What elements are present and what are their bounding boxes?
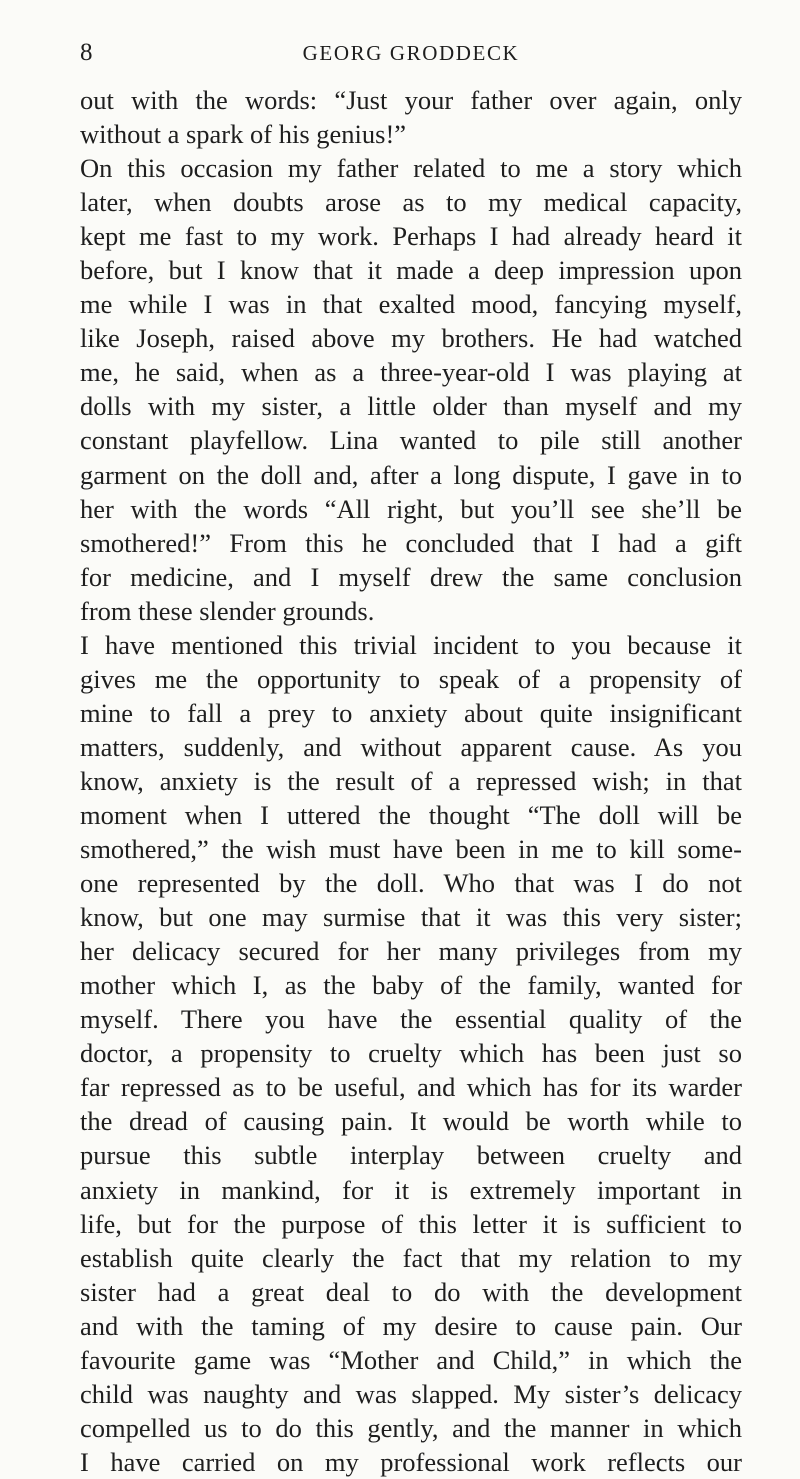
text-line: mother which I, as the baby of the family, wanted for bbox=[80, 970, 742, 1001]
text-line: from these slender grounds. bbox=[80, 595, 375, 626]
text-line: myself. There you have the essential quality of the bbox=[80, 1004, 742, 1035]
running-title: GEORG GRODDECK bbox=[302, 41, 520, 65]
text-line: establish quite clearly the fact that my relation to my bbox=[80, 1242, 742, 1273]
text-line: her delicacy secured for her many privileges from my bbox=[80, 936, 742, 967]
text-line: sister had a great deal to do with the development bbox=[80, 1276, 742, 1307]
text-line: moment when I uttered the thought “The doll will be bbox=[80, 799, 742, 830]
running-head bbox=[80, 40, 742, 66]
text-line: matters, suddenly, and without apparent cause. As you bbox=[80, 731, 742, 762]
text-line: smothered!” From this he concluded that I had a gift bbox=[80, 527, 742, 558]
text-line: On this occasion my father related to me a story which bbox=[80, 153, 742, 184]
text-line: mine to fall a prey to anxiety about quite insignificant bbox=[80, 697, 742, 728]
text-line: smothered,” the wish must have been in me to kill some- bbox=[80, 834, 742, 865]
text-line: know, but one may surmise that it was this very sister; bbox=[80, 902, 742, 933]
text-line: far repressed as to be useful, and which has for its warder bbox=[80, 1072, 742, 1103]
text-line: one represented by the doll. Who that was I do not bbox=[80, 868, 742, 899]
text-line: know, anxiety is the result of a repressed wish; in that bbox=[80, 765, 742, 796]
text-line: me while I was in that exalted mood, fancying myself, bbox=[80, 289, 742, 320]
text-line: out with the words: “Just your father over again, only bbox=[80, 85, 742, 115]
text-line: dolls with my sister, a little older than myself and my bbox=[80, 391, 742, 422]
text-line: pursue this subtle interplay between cruelty and bbox=[80, 1140, 742, 1171]
text-line: compelled us to do this gently, and the manner in which bbox=[80, 1412, 742, 1443]
text-line: favourite game was “Mother and Child,” in which the bbox=[80, 1344, 742, 1375]
text-line: before, but I know that it made a deep impression upon bbox=[80, 255, 742, 286]
text-line: me, he said, when as a three-year-old I was playing at bbox=[80, 357, 742, 388]
text-line: I have carried on my professional work reflects our bbox=[80, 1446, 742, 1477]
text-line: gives me the opportunity to speak of a propensity of bbox=[80, 663, 742, 694]
text-line: her with the words “All right, but you’ll see she’ll be bbox=[80, 493, 742, 524]
text-line: child was naughty and was slapped. My sister’s delicacy bbox=[80, 1378, 742, 1409]
text-line: and with the taming of my desire to cause pain. Our bbox=[80, 1310, 742, 1341]
page-number: 8 bbox=[80, 39, 93, 66]
text-line: later, when doubts arose as to my medical capacity, bbox=[80, 187, 742, 218]
text-line: like Joseph, raised above my brothers. He had watched bbox=[80, 323, 742, 354]
text-line: anxiety in mankind, for it is extremely important in bbox=[80, 1174, 742, 1205]
text-line: life, but for the purpose of this letter it is sufficient to bbox=[80, 1208, 742, 1239]
text-line: without a spark of his genius!” bbox=[80, 119, 407, 150]
text-line: constant playfellow. Lina wanted to pile still another bbox=[80, 425, 742, 456]
text-line: I have mentioned this trivial incident to you because it bbox=[80, 629, 742, 660]
text-line: garment on the doll and, after a long dispute, I gave in to bbox=[80, 459, 742, 490]
text-line: kept me fast to my work. Perhaps I had already heard it bbox=[80, 221, 742, 252]
text-line: for medicine, and I myself drew the same conclusion bbox=[80, 561, 742, 592]
text-line: doctor, a propensity to cruelty which has been just so bbox=[80, 1038, 742, 1069]
body-text bbox=[80, 83, 742, 1479]
text-line: the dread of causing pain. It would be worth while to bbox=[80, 1106, 742, 1137]
